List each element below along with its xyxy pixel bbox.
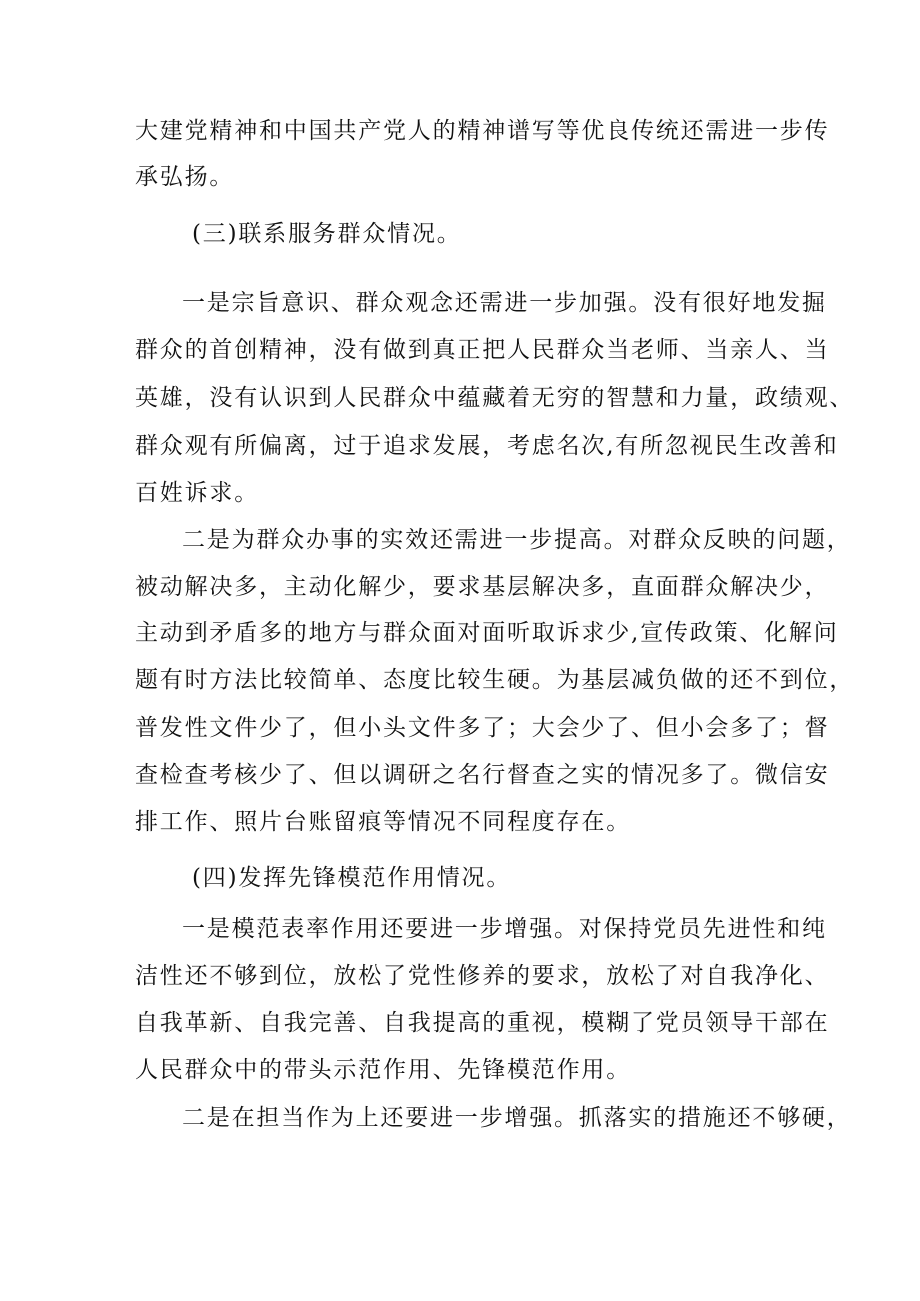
text-line: 查检查考核少了、但以调研之名行督查之实的情况多了。微信安 bbox=[135, 762, 830, 788]
paragraph-first-line: 一是宗旨意识、群众观念还需进一步加强。没有很好地发掘 bbox=[182, 290, 827, 316]
paragraph-first-line: 二是为群众办事的实效还需进一步提高。对群众反映的问题， bbox=[182, 527, 852, 553]
text-line: 承弘扬。 bbox=[135, 164, 235, 190]
section-heading: (三)联系服务群众情况。 bbox=[192, 221, 462, 247]
text-line: 大建党精神和中国共产党人的精神谱写等优良传统还需进一步传 bbox=[135, 118, 830, 144]
text-line: 人民群众中的带头示范作用、先锋模范作用。 bbox=[135, 1057, 631, 1083]
text-line: 百姓诉求。 bbox=[135, 480, 259, 506]
text-line: 群众的首创精神，没有做到真正把人民群众当老师、当亲人、当 bbox=[135, 337, 830, 363]
text-line: 被动解决多，主动化解少，要求基层解决多，直面群众解决少， bbox=[135, 574, 830, 600]
text-line: 群众观有所偏离，过于追求发展，考虑名次,有所忽视民生改善和 bbox=[135, 433, 839, 459]
text-line: 排工作、照片台账留痕等情况不同程度存在。 bbox=[135, 809, 631, 835]
text-line: 主动到矛盾多的地方与群众面对面听取诉求少,宣传政策、化解问 bbox=[135, 620, 839, 646]
text-line: 英雄，没有认识到人民群众中蕴藏着无穷的智慧和力量，政绩观、 bbox=[135, 385, 855, 411]
text-line: 题有时方法比较简单、态度比较生硬。为基层减负做的还不到位， bbox=[135, 667, 855, 693]
paragraph-first-line: 一是模范表率作用还要进一步增强。对保持党员先进性和纯 bbox=[182, 916, 827, 942]
paragraph-first-line: 二是在担当作为上还要进一步增强。抓落实的措施还不够硬， bbox=[182, 1105, 852, 1131]
text-line: 普发性文件少了，但小头文件多了；大会少了、但小会多了；督 bbox=[135, 715, 830, 741]
text-line: 自我革新、自我完善、自我提高的重视，模糊了党员领导干部在 bbox=[135, 1010, 830, 1036]
text-line: 洁性还不够到位，放松了党性修养的要求，放松了对自我净化、 bbox=[135, 963, 830, 989]
section-heading: (四)发挥先锋模范作用情况。 bbox=[192, 865, 512, 891]
